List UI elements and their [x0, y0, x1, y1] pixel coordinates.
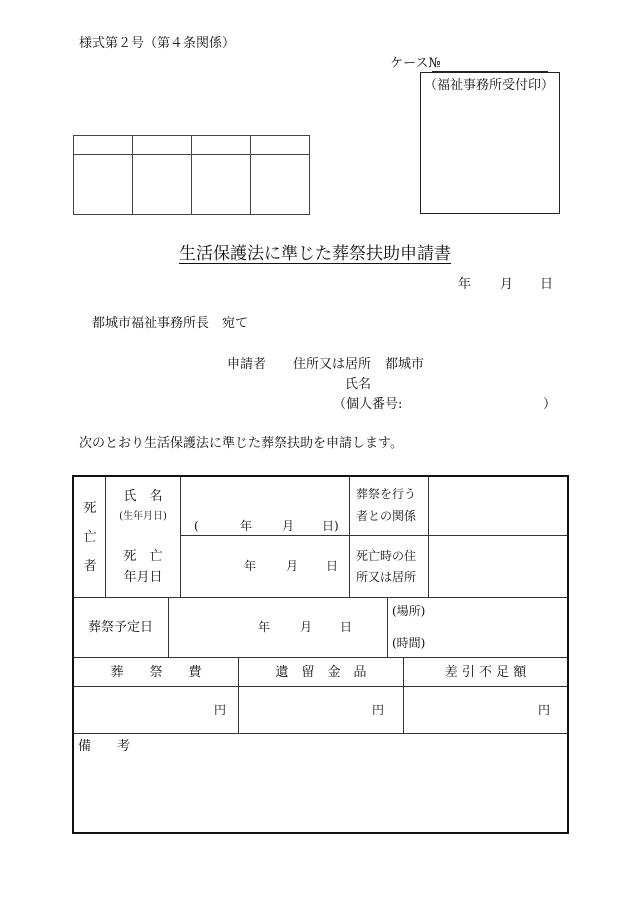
applicant-address-label: 住所又は居所 [293, 357, 372, 372]
shortage-header: 差 引 不 足 額 [444, 665, 527, 680]
applicant-label: 申請者 [227, 357, 267, 372]
dob-day: 日) [322, 519, 339, 533]
death-month: 月 [286, 559, 299, 573]
approval-header-cell[interactable] [74, 136, 133, 155]
divider [74, 657, 567, 658]
remaining-money-yen: 円 [372, 703, 385, 717]
addressee: 都城市福祉事務所長 宛て [92, 316, 249, 331]
approval-header-cell[interactable] [251, 136, 310, 155]
death-address-input-area[interactable] [430, 536, 567, 596]
divider [74, 686, 567, 687]
intro-text: 次のとおり生活保護法に準じた葬祭扶助を申請します。 [79, 436, 403, 451]
death-year: 年 [244, 559, 257, 573]
applicant-id-close: ） [543, 397, 557, 412]
approval-grid [73, 135, 310, 215]
relation-label-2: 者との関係 [356, 509, 417, 523]
deceased-label-3: 者 [83, 559, 97, 574]
divider [168, 597, 169, 657]
name-label: 氏 名 [123, 489, 163, 504]
funeral-month: 月 [300, 620, 313, 634]
deceased-label-2: 亡 [83, 530, 97, 545]
divider [74, 733, 567, 734]
place-label: (場所) [392, 604, 426, 618]
applicant-id-label: （個人番号: [333, 397, 403, 412]
death-address-label-1: 死亡時の住 [356, 549, 417, 563]
shortage-yen: 円 [538, 703, 551, 717]
time-label: (時間) [392, 636, 426, 650]
case-number-label: ケース№ [390, 56, 441, 71]
approval-seal-cell[interactable] [192, 155, 251, 215]
death-date-label-2: 年月日 [123, 570, 163, 585]
date-month-label: 月 [500, 277, 514, 292]
approval-header-cell[interactable] [133, 136, 192, 155]
death-date-label-1: 死 亡 [123, 549, 163, 564]
approval-seal-cell[interactable] [251, 155, 310, 215]
funeral-day: 日 [340, 620, 353, 634]
dob-open: ( [194, 519, 199, 533]
applicant-name-label: 氏名 [345, 377, 372, 392]
divider [180, 477, 181, 597]
funeral-year: 年 [258, 620, 271, 634]
relation-input-area[interactable] [430, 477, 567, 535]
divider [428, 477, 429, 597]
death-day: 日 [326, 559, 339, 573]
divider [74, 597, 567, 598]
divider [180, 535, 350, 536]
funeral-cost-yen: 円 [214, 703, 227, 717]
remarks-input-area[interactable] [74, 757, 567, 832]
death-address-label-2: 所又は居所 [356, 570, 417, 584]
date-year-label: 年 [458, 277, 472, 292]
approval-seal-cell[interactable] [74, 155, 133, 215]
approval-header-cell[interactable] [192, 136, 251, 155]
dob-label: (生年月日) [119, 511, 167, 522]
form-number: 様式第２号（第４条関係） [79, 36, 236, 51]
stamp-label: （福祉事務所受付印） [424, 78, 555, 93]
relation-label-1: 葬祭を行う [356, 487, 417, 501]
divider [349, 477, 350, 597]
approval-seal-cell[interactable] [133, 155, 192, 215]
deceased-label-1: 死 [83, 501, 97, 516]
document-title-text: 生活保護法に準じた葬祭扶助申請書 [179, 244, 451, 264]
dob-month: 月 [282, 519, 295, 533]
applicant-address-city: 都城市 [385, 357, 425, 372]
divider [387, 597, 388, 657]
date-day-label: 日 [540, 277, 554, 292]
remarks-label: 備 考 [78, 739, 131, 754]
funeral-date-label: 葬祭予定日 [88, 620, 154, 635]
application-form-table [72, 475, 569, 834]
document-title [0, 243, 630, 265]
dob-year: 年 [240, 519, 253, 533]
funeral-cost-header: 葬 祭 費 [110, 665, 202, 680]
remaining-money-header: 遺 留 金 品 [275, 665, 367, 680]
